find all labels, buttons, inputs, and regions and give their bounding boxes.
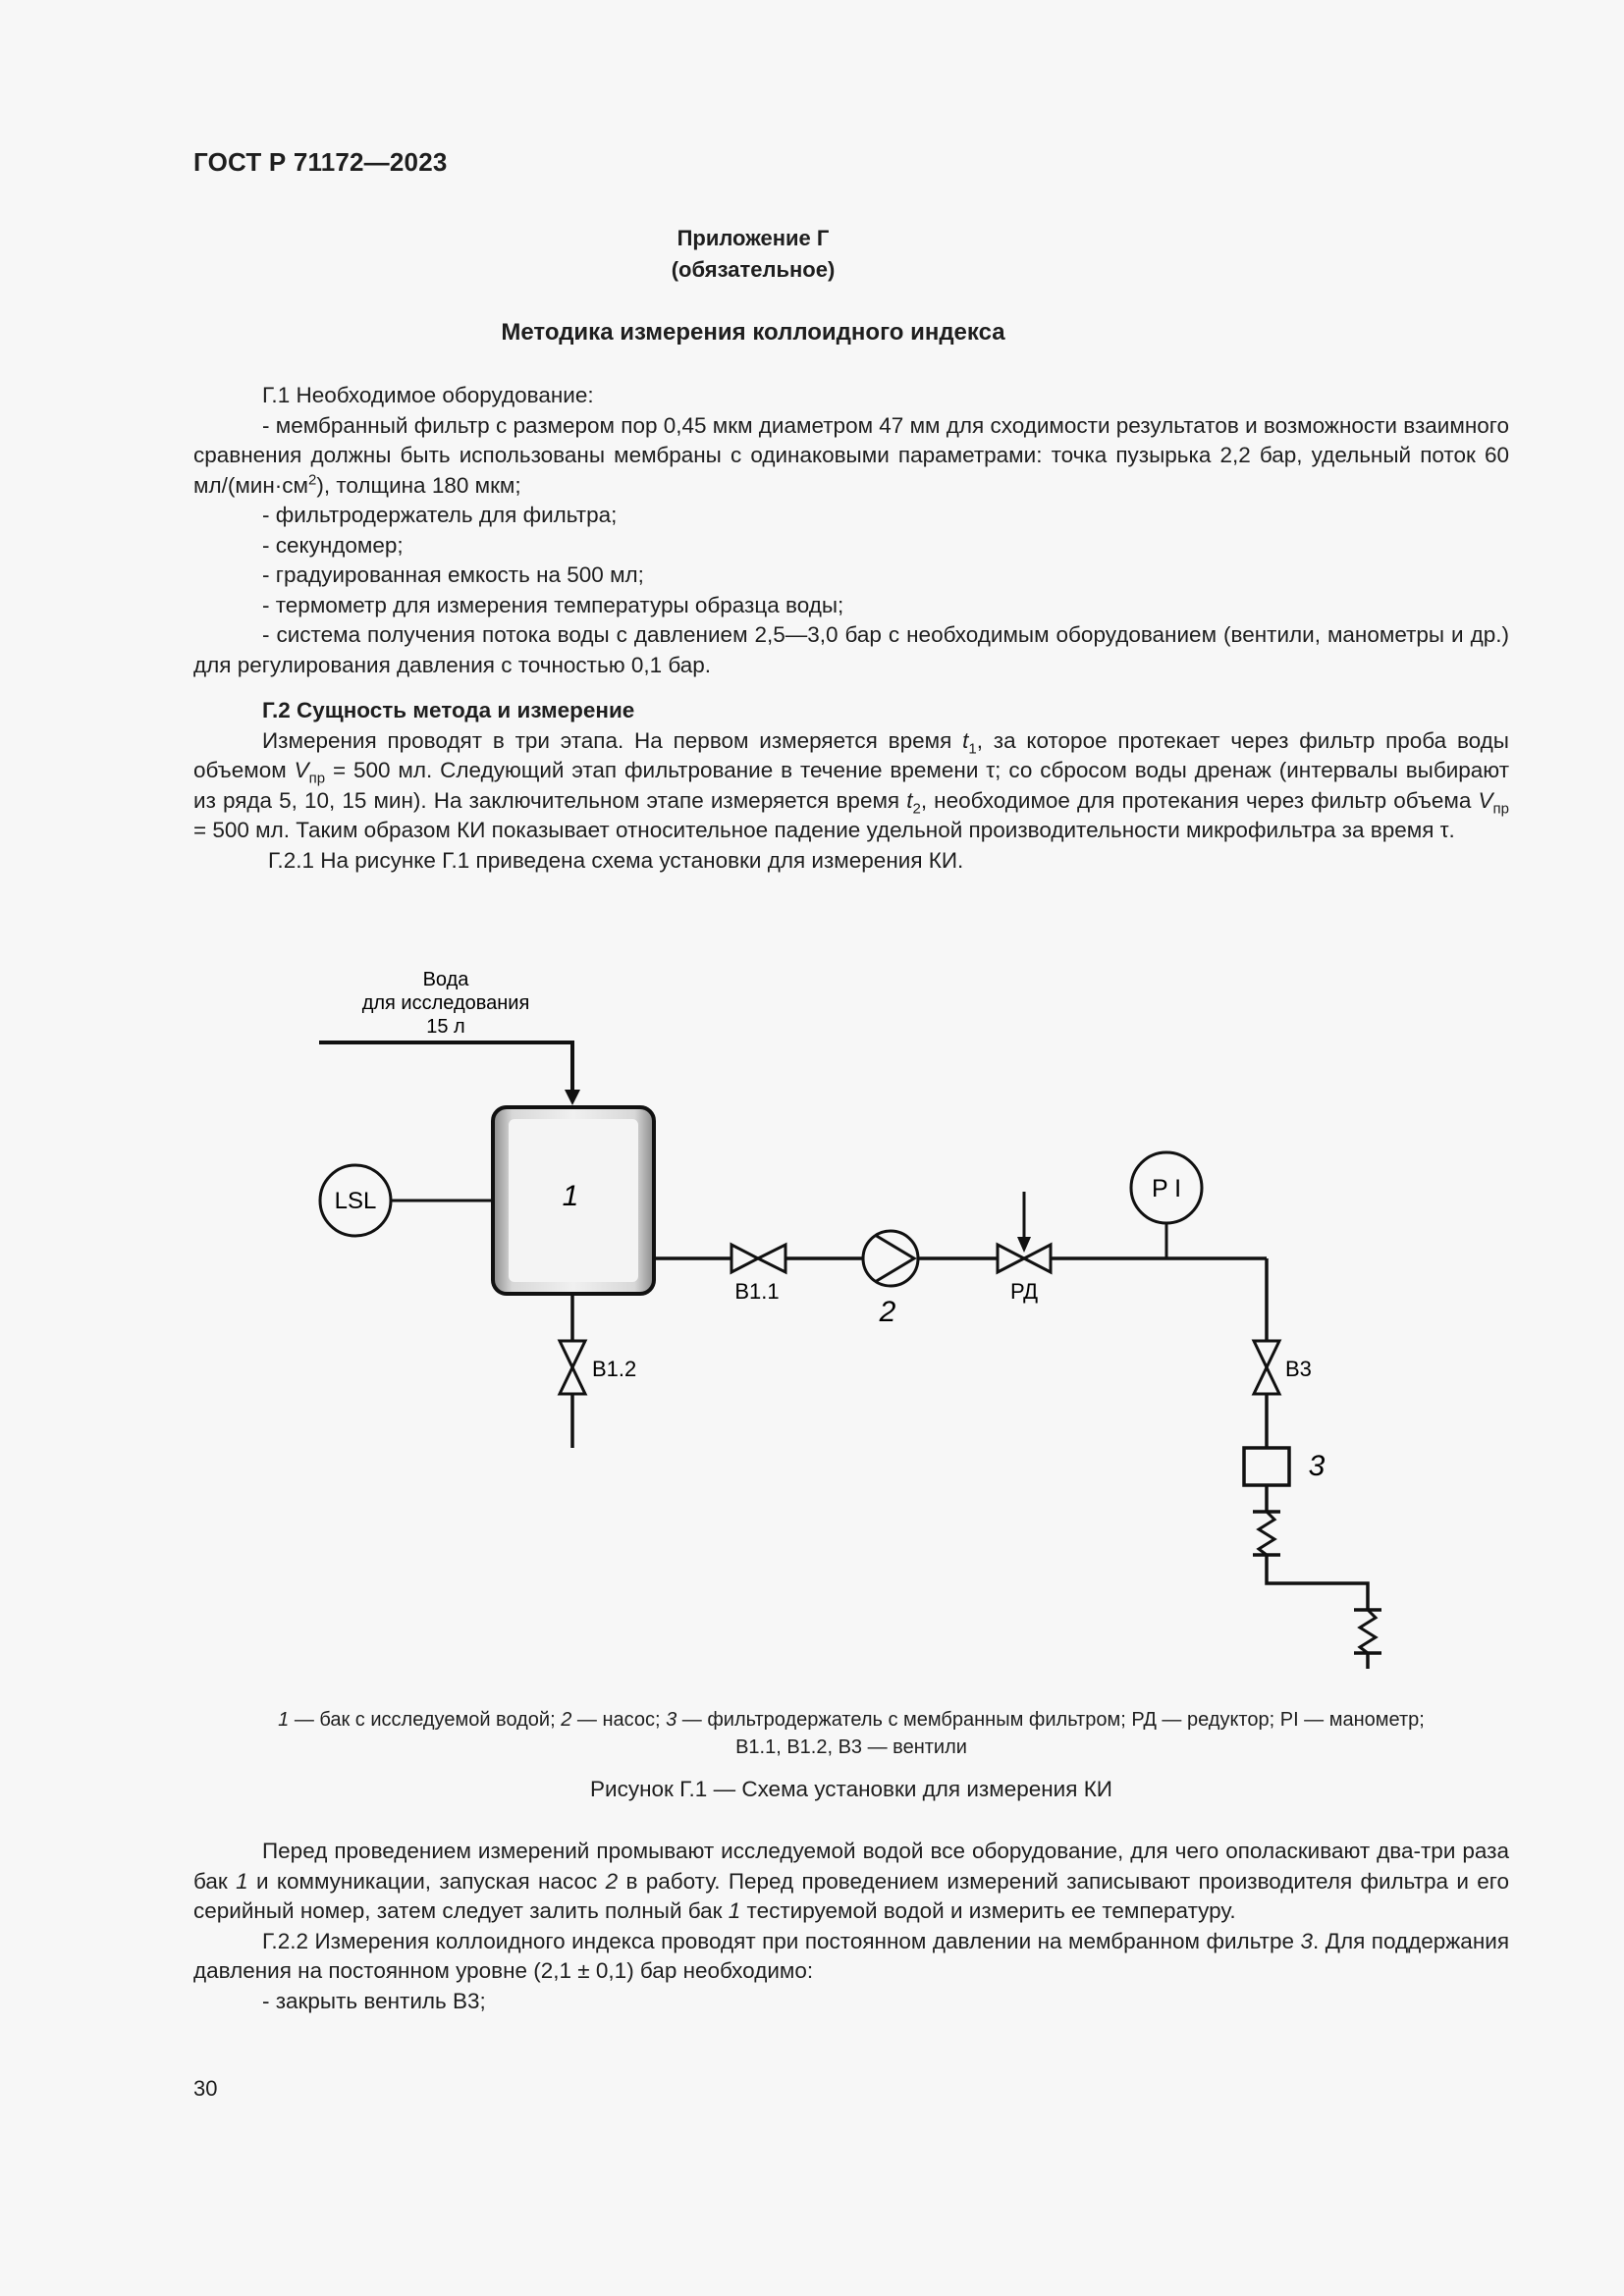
installation-diagram [295,952,1424,1688]
equipment-item: - фильтродержатель для фильтра; [262,503,618,527]
filter-holder [1244,1448,1289,1485]
reducer-arrow-icon [1017,1237,1031,1253]
water-label-line2: для исследования [361,992,530,1014]
tank-number: 1 [562,1180,579,1212]
valve-b3-icon [1254,1341,1279,1367]
drain-line [1267,1555,1368,1610]
reducer-icon [998,1245,1024,1272]
equipment-item: - мембранный фильтр с размером пор 0,45 мкм диаметром 47 мм для сходимости результатов и возможности взаимного сравнения должны быть использованы мембраны с одинаковыми параметрами: точка пузырька 2,2 бар, удельный поток 60 $мл/(мин\cdot см^2)$, толщина 180 мкм; [193,412,1509,498]
water-label-line3: 15 л [426,1016,465,1038]
valve-b12-label: В1.2 [592,1357,637,1381]
pi-label: P I [1151,1175,1182,1202]
flexible-hose-icon [1360,1610,1376,1653]
water-label-line1: Вода [422,969,469,990]
procedure-paragraph: Перед проведением измерений промывают исследуемой водой все оборудование, для чего ополаскивают два-три раза бак 1 и коммуникации, запуская насос 2 в работу. Перед проведением измерений записывают производителя фильтра и его серийный номер, затем следует залить полный бак 1 тестируемой водой и измерить ее температуру. [193,1839,1509,1923]
legend-line2: В1.1, В1.2, В3 — вентили [735,1736,967,1758]
section-equipment [193,381,1509,680]
method-heading: Г.2 Сущность метода и измерение [262,698,635,722]
section-procedure [193,1837,1509,2016]
valve-b11-icon [731,1245,758,1272]
equipment-item: - система получения потока воды с давлением 2,5—3,0 бар с необходимым оборудованием (вентили, манометры и др.) для регулирования давления с точностью 0,1 бар. [193,622,1509,677]
filter-number: 3 [1308,1450,1326,1482]
section-method [193,696,1509,876]
page-number: 30 [193,2076,218,2101]
legend-line1: 1 — бак с исследуемой водой; 2 — насос; 3 — фильтродержатель с мембранным фильтром; РД — редуктор; PI — манометр; [278,1709,1425,1731]
figure-legend [193,1706,1509,1761]
appendix-title: Приложение Г [677,226,830,250]
reducer-label: РД [1009,1279,1039,1304]
valve-b3-label: В3 [1285,1357,1312,1381]
equipment-item: - термометр для измерения температуры образца воды; [262,592,844,617]
figure-reference: Г.2.1 На рисунке Г.1 приведена схема установки для измерения КИ. [268,847,964,873]
valve-b3-icon [1254,1367,1279,1394]
figure-caption: Рисунок Г.1 — Схема установки для измерения КИ [590,1777,1112,1801]
pump-icon [863,1231,918,1286]
pump-number: 2 [879,1296,896,1328]
valve-b11-icon [758,1245,785,1272]
appendix-status: (обязательное) [671,257,836,282]
standard-designation: ГОСТ Р 71172—2023 [193,147,448,177]
lsl-label: LSL [334,1188,377,1214]
method-paragraph: Измерения проводят в три этапа. На первом измеряется время $t_1$, за которое протекает через фильтр проба воды объемом $V_{пр} = 500$ мл. Следующий этап фильтрование в течение времени τ; со сбросом воды дренаж (интервалы выбирают из ряда 5, 10, 15 мин). На заключительном этапе измеряется время $t_2$, необходимое для протекания через фильтр объема $V_{пр} = 500$ мл. Таким образом КИ показывает относительное падение удельной производительности микрофильтра за время τ. [193,727,1509,842]
equipment-item: - секундомер; [262,532,404,558]
flexible-hose-icon [1259,1512,1274,1555]
procedure-paragraph: Г.2.2 Измерения коллоидного индекса проводят при постоянном давлении на мембранном фильтре 3. Для поддержания давления на постоянном уровне (2,1 ± 0,1) бар необходимо: [193,1928,1509,1983]
valve-b12-icon [560,1367,585,1394]
water-inlet-pipe [319,1042,572,1095]
equipment-intro: Г.1 Необходимое оборудование: [262,383,594,407]
procedure-item: - закрыть вентиль В3; [262,1988,486,2013]
reducer-icon [1024,1245,1051,1272]
valve-b11-label: В1.1 [734,1279,780,1304]
inlet-arrow-icon [565,1090,580,1105]
equipment-item: - градуированная емкость на 500 мл; [262,562,644,587]
appendix-heading: Методика измерения коллоидного индекса [501,319,1005,346]
valve-b12-icon [560,1341,585,1367]
